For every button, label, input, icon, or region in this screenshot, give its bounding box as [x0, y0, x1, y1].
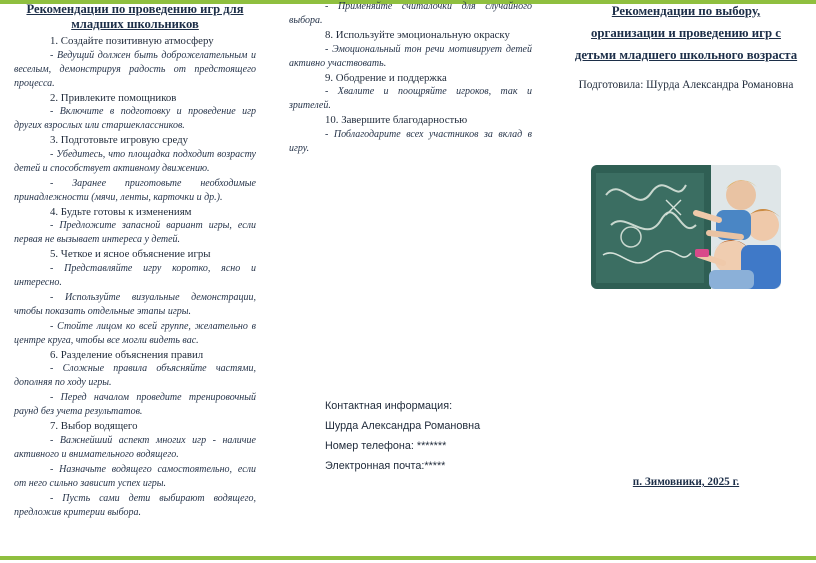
recommendation-text: - Стойте лицом ко всей группе, желательно в центре круга, чтобы все могли видеть вас. [14, 320, 256, 346]
recommendation-text: - Применяйте считалочки для случайного выбора. [289, 1, 532, 26]
recommendation-text: - Включите в подготовку и проведение игр других взрослых или старшеклассников. [14, 106, 256, 131]
left-column [14, 0, 256, 521]
section-heading: 4. Будьте готовы к изменениям [50, 205, 192, 218]
recommendation-text: - Перед началом проведите тренировочный раунд без учета результатов. [14, 392, 256, 417]
section-heading: 6. Разделение объяснения правил [50, 348, 204, 361]
city-year-line: п. Зимовники, 2025 г. [632, 476, 740, 488]
right-column [566, 0, 806, 488]
section-heading: 5. Четкое и ясное объяснение игры [50, 248, 211, 260]
recommendation-text: - Эмоциональный тон речи мотивирует детей активно участвовать. [289, 43, 532, 69]
recommendation-text: - Поблагодарите всех участников за вклад в игру. [289, 128, 532, 154]
recommendation-text: - Предложите запасной вариант игры, если первая не вызывает интереса у детей. [14, 220, 256, 245]
recommendation-text: - Ведущий должен быть доброжелательным и веселым, демонстрируя радость от предстоящего процесса. [14, 49, 256, 89]
recommendation-text: - Назначьте водящего самостоятельно, если от него сильно зависит успех игры. [14, 463, 256, 489]
section-heading: 3. Подготовьте игровую среду [50, 134, 189, 146]
contact-block [325, 396, 535, 476]
recommendation-text: - Представляйте игру коротко, ясно и интересно. [14, 262, 256, 288]
recommendation-text: - Сложные правила объясняйте частями, дополняя по ходу игры. [14, 363, 256, 388]
cover-title-line-1: Рекомендации по выбору, [611, 4, 761, 18]
contact-phone: Номер телефона: ******* [325, 440, 447, 452]
recommendation-text: - Хвалите и поощряйте игроков, так и зрителей. [289, 86, 532, 111]
section-heading: 8. Используйте эмоциональную окраску [325, 29, 510, 41]
children-at-chalkboard-photo [591, 165, 781, 289]
left-recommendations-list [14, 35, 256, 520]
recommendation-text: - Используйте визуальные демонстрации, чтобы показать отдельные этапы игры. [14, 291, 256, 317]
section-heading: 7. Выбор водящего [50, 420, 138, 432]
cover-title-line-3: детьми младшего школьного возраста [574, 48, 798, 62]
contact-name: Шурда Александра Романовна [325, 420, 481, 432]
recommendation-text: - Пусть сами дети выбирают водящего, предложив критерии выбора. [14, 492, 256, 518]
cover-title-line-2: организации и проведению игр с [591, 26, 781, 40]
section-heading: 10. Завершите благодарностью [325, 114, 468, 126]
author-line: Подготовила: Шурда Александра Романовна [578, 79, 794, 91]
section-heading: 2. Привлеките помощников [50, 91, 177, 104]
section-heading: 9. Ободрение и поддержка [325, 71, 447, 84]
left-title: Рекомендации по проведению игр для младших школьников [26, 2, 244, 31]
section-heading: 1. Создайте позитивную атмосферу [50, 35, 214, 47]
contact-header: Контактная информация: [325, 400, 453, 412]
middle-recommendations-list [289, 0, 532, 156]
contact-email: Электронная почта:***** [325, 460, 446, 472]
recommendation-text: - Убедитесь, что площадка подходит возрасту детей и способствует активному движению. [14, 148, 256, 174]
recommendation-text: - Важнейший аспект многих игр - наличие активного и внимательного водящего. [14, 434, 256, 460]
bottom-accent-bar [0, 556, 816, 560]
recommendation-text: - Заранее приготовьте необходимые принадлежности (мячи, ленты, карточки и др.). [14, 177, 256, 203]
middle-column [289, 0, 532, 472]
